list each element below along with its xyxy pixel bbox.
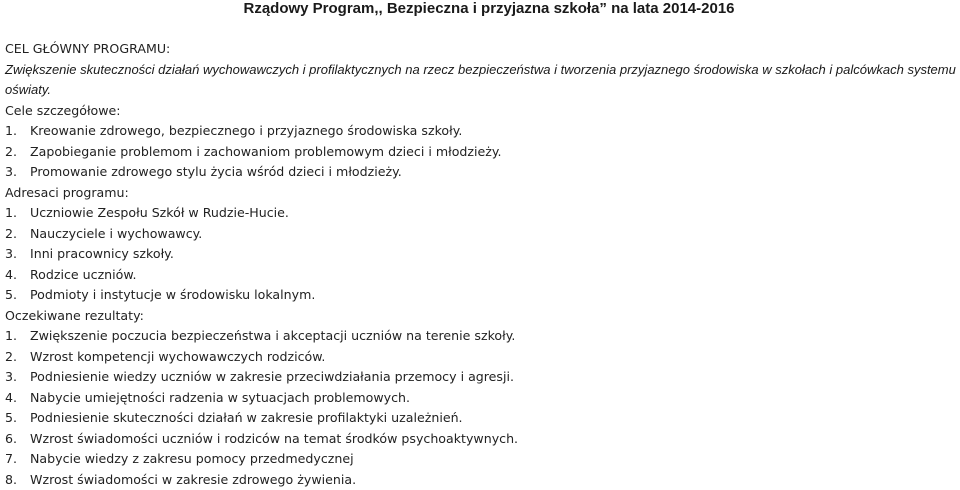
list-item-number: 1. [5,121,30,142]
list-item-number: 2. [5,224,30,245]
list-item [5,121,960,142]
list-item-text: Zwiększenie poczucia bezpieczeństwa i akceptacji uczniów na terenie szkoły. [30,326,515,347]
document-title: Rządowy Program,, Bezpieczna i przyjazna szkoła” na lata 2014-2016 [0,0,960,18]
list-item-text: Wzrost świadomości w zakresie zdrowego żywienia. [30,470,356,490]
list-item-number: 7. [5,449,30,470]
results-heading: Oczekiwane rezultaty: [5,306,960,327]
list-item-number: 3. [5,367,30,388]
results-list [5,326,960,490]
addressees-heading: Adresaci programu: [5,183,960,204]
list-item [5,367,960,388]
list-item [5,347,960,368]
list-item-number: 2. [5,347,30,368]
addressees-list [5,203,960,306]
list-item-text: Kreowanie zdrowego, bezpiecznego i przyjaznego środowiska szkoły. [30,121,462,142]
list-item-text: Promowanie zdrowego stylu życia wśród dzieci i młodzieży. [30,162,402,183]
list-item-number: 3. [5,162,30,183]
list-item-number: 6. [5,429,30,450]
list-item-text: Podmioty i instytucje w środowisku lokalnym. [30,285,315,306]
list-item [5,326,960,347]
list-item-text: Wzrost kompetencji wychowawczych rodziców. [30,347,325,368]
list-item [5,142,960,163]
document-body [5,39,960,490]
list-item [5,429,960,450]
list-item-text: Podniesienie skuteczności działań w zakresie profilaktyki uzależnień. [30,408,463,429]
list-item-text: Zapobieganie problemom i zachowaniom problemowym dzieci i młodzieży. [30,142,502,163]
list-item [5,203,960,224]
list-item [5,224,960,245]
list-item-text: Rodzice uczniów. [30,265,137,286]
list-item-number: 1. [5,203,30,224]
list-item-text: Nabycie wiedzy z zakresu pomocy przedmedycznej [30,449,354,470]
specific-goals-list [5,121,960,183]
list-item-number: 2. [5,142,30,163]
list-item [5,449,960,470]
list-item-number: 5. [5,408,30,429]
list-item [5,162,960,183]
main-goal-heading: CEL GŁÓWNY PROGRAMU: [5,39,960,60]
list-item-text: Uczniowie Zespołu Szkół w Rudzie-Hucie. [30,203,289,224]
list-item-number: 8. [5,470,30,490]
specific-goals-heading: Cele szczegółowe: [5,101,960,122]
list-item-number: 5. [5,285,30,306]
list-item-number: 4. [5,388,30,409]
list-item [5,388,960,409]
list-item [5,244,960,265]
list-item [5,285,960,306]
list-item-text: Inni pracownicy szkoły. [30,244,174,265]
list-item-number: 3. [5,244,30,265]
list-item-text: Nabycie umiejętności radzenia w sytuacjach problemowych. [30,388,410,409]
list-item [5,408,960,429]
main-goal-text: Zwiększenie skuteczności działań wychowawczych i profilaktycznych na rzecz bezpieczeństwa i tworzenia przyjaznego środowiska w szkołach i palcówkach systemu oświaty. [5,60,960,101]
list-item-number: 1. [5,326,30,347]
list-item [5,265,960,286]
list-item-text: Wzrost świadomości uczniów i rodziców na temat środków psychoaktywnych. [30,429,518,450]
list-item-text: Podniesienie wiedzy uczniów w zakresie przeciwdziałania przemocy i agresji. [30,367,514,388]
list-item-text: Nauczyciele i wychowawcy. [30,224,202,245]
list-item-number: 4. [5,265,30,286]
